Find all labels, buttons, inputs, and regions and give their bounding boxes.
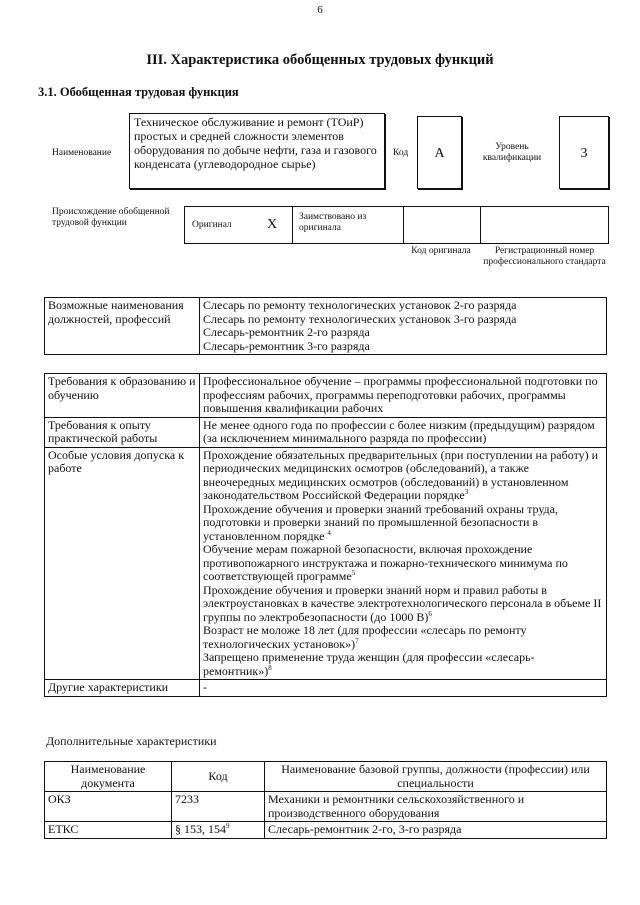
col-name-header: Наименование базовой группы, должности (профессии) или специальности	[265, 762, 607, 792]
experience-label: Требования к опыту практической работы	[45, 417, 200, 447]
condition-item: Обучение мерам пожарной безопасности, включая прохождение противопожарного инструктажа и пожарно-технического минимума по соответствующей программе$^5$	[203, 542, 568, 583]
code-original-caption: Код оригинала	[411, 246, 471, 256]
position-item: Слесарь по ремонту технологических установок 3-го разряда	[203, 311, 517, 326]
additional-title: Дополнительные характеристики	[46, 734, 217, 748]
original-mark: X	[267, 217, 278, 232]
positions-label: Возможные наименования должностей, профессий	[45, 298, 200, 355]
code-box	[417, 116, 462, 189]
col-code-header: Код	[172, 762, 265, 792]
borrowed-label: Заимствовано из оригинала	[299, 212, 367, 233]
conditions-list	[200, 447, 607, 680]
code-value: А	[434, 146, 445, 161]
reg-number-caption: Регистрационный номер профессионального стандарта	[483, 246, 606, 267]
level-value: 3	[580, 146, 588, 161]
education-label: Требования к образованию и обучению	[45, 374, 200, 418]
row-doc: ЕТКС	[45, 822, 172, 839]
page-number: 6	[317, 4, 323, 16]
row-name: Слесарь-ремонтник 2-го, 3-го разряда	[265, 822, 607, 839]
condition-item: Прохождение обязательных предварительных (при поступлении на работу) и периодических медицинских осмотров (обследований), а также внеочередных медицинских осмотров (обследований) в установленном законодательством Российской Федерации порядке$^3$	[203, 447, 599, 502]
requirements-table	[44, 373, 607, 697]
condition-item: Запрещено применение труда женщин (для профессии «слесарь-ремонтник»)$^8$	[203, 650, 535, 678]
table-row	[45, 792, 607, 822]
positions-table	[44, 297, 607, 355]
positions-list	[200, 298, 607, 355]
col-doc-header: Наименование документа	[45, 762, 172, 792]
row-code: § 153, $154^9$	[172, 822, 265, 839]
subsection-title: 3.1. Обобщенная трудовая функция	[38, 85, 239, 99]
condition-item: Прохождение обучения и проверки знаний требований охраны труда, подготовки и проверки знаний по промышленной безопасности в установленном порядке $^4$	[203, 501, 558, 543]
condition-item: Возраст не моложе 18 лет (для профессии «слесарь по ремонту технологических установок»)$^7$	[203, 623, 527, 651]
row-code: 7233	[172, 792, 265, 822]
function-name-value: Техническое обслуживание и ремонт (ТОиР) простых и средней сложности элементов оборудования по добыче нефти, газа и газового конденсата (углеводородное сырье)	[134, 115, 377, 171]
condition-item: Прохождение обучения и проверки знаний норм и правил работы в электроустановках в качестве электротехнологического персонала в объеме II группы по электробезопасности (до 1000 В)$^6$	[203, 582, 602, 624]
position-item: Слесарь по ремонту технологических установок 2-го разряда	[203, 298, 517, 312]
position-item: Слесарь-ремонтник 3-го разряда	[203, 338, 370, 353]
code-label: Код	[393, 148, 409, 158]
origin-box	[184, 206, 609, 244]
original-label: Оригинал	[192, 220, 232, 230]
additional-table	[44, 761, 607, 839]
other-label: Другие характеристики	[45, 680, 200, 697]
experience-value: Не менее одного года по профессии с более низким (предыдущим) разрядом (за исключением минимального разряда по профессии)	[200, 417, 607, 447]
level-box	[559, 116, 609, 189]
name-label: Наименование	[52, 148, 112, 158]
origin-label: Происхождение обобщенной трудовой функции	[52, 207, 170, 228]
position-item: Слесарь-ремонтник 2-го разряда	[203, 325, 370, 339]
conditions-label: Особые условия допуска к работе	[45, 447, 200, 680]
row-doc: ОКЗ	[45, 792, 172, 822]
row-name: Механики и ремонтники сельскохозяйственного и производственного оборудования	[265, 792, 607, 822]
education-value: Профессиональное обучение – программы профессиональной подготовки по профессиям рабочих, программы переподготовки рабочих, программы повышения квалификации рабочих	[200, 374, 607, 418]
section-title: III. Характеристика обобщенных трудовых функций	[146, 52, 494, 68]
table-row	[45, 822, 607, 839]
function-name-box	[129, 113, 385, 189]
other-value: -	[200, 680, 607, 697]
level-label: Уровень квалификации	[482, 142, 542, 163]
